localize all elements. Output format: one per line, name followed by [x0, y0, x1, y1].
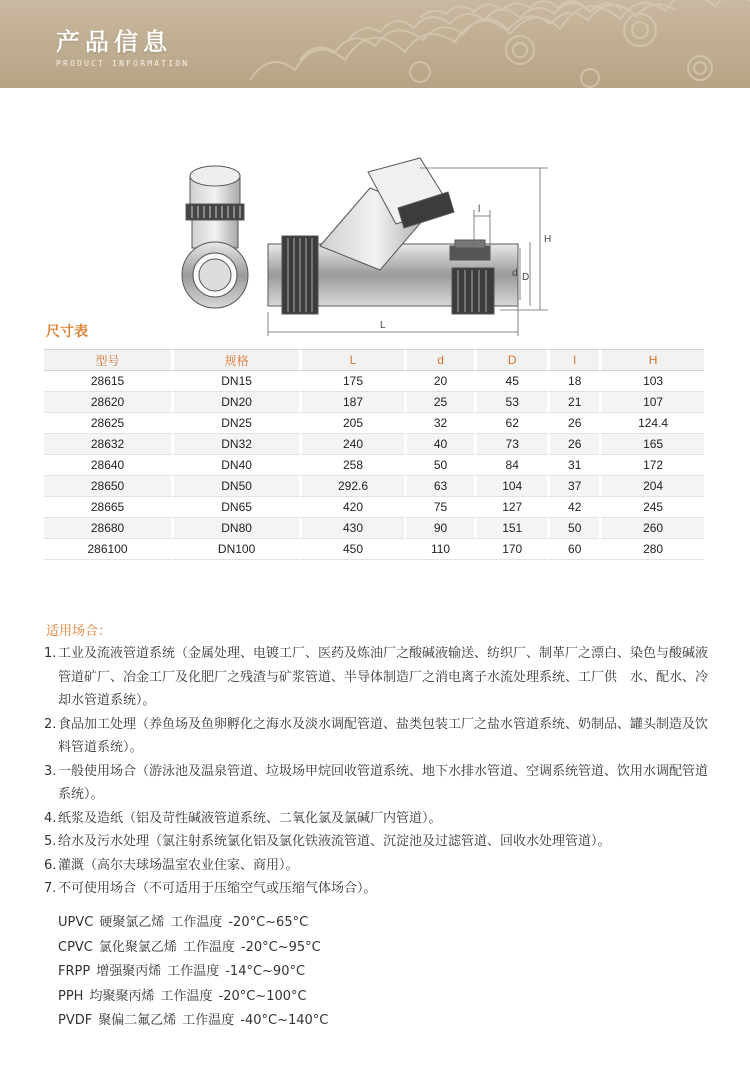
table-cell: 53 [474, 392, 547, 413]
material-name: 聚偏二氟乙烯 [98, 1013, 177, 1028]
list-item-text: 食品加工处理（养鱼场及鱼卵孵化之海水及淡水调配管道、盐类包装工厂之盐水管道系统、奶制品、罐头制造及饮料管道系统）。 [58, 716, 709, 755]
applications-title: 适用场合： [46, 624, 112, 639]
col-header-H: H [599, 349, 704, 371]
temp-range: -20°C~65°C [228, 915, 309, 930]
table-cell: 127 [474, 497, 547, 518]
list-item [44, 830, 716, 854]
table-row [44, 518, 704, 539]
list-item-number: 4. [44, 810, 57, 826]
table-cell: 25 [404, 392, 474, 413]
table-cell: DN100 [171, 539, 299, 560]
list-item-text: 给水及污水处理（氯注射系统氯化铝及氯化铁液流管道、沉淀池及过滤管道、回收水处理管道）。 [58, 834, 611, 849]
list-item-number: 3. [44, 763, 57, 779]
temp-range: -20°C~100°C [218, 988, 307, 1004]
table-cell: 28615 [44, 371, 171, 392]
table-cell: DN15 [171, 371, 299, 392]
table-cell: 260 [599, 518, 704, 539]
temp-label: 工作温度 [182, 939, 235, 955]
table-cell: 26 [547, 434, 599, 455]
material-code: UPVC [58, 915, 94, 930]
material-code: PVDF [58, 1013, 93, 1028]
material-code: CPVC [58, 939, 93, 955]
table-row [44, 455, 704, 476]
col-header-L: L [299, 349, 404, 371]
col-header-D: D [474, 349, 547, 371]
table-row [44, 497, 704, 518]
list-item-number: 7. [44, 881, 57, 896]
table-cell: 50 [404, 455, 474, 476]
table-cell: 28650 [44, 476, 171, 497]
table-cell: 60 [547, 539, 599, 560]
material-row [58, 1009, 658, 1034]
table-row [44, 413, 704, 434]
table-row [44, 539, 704, 560]
table-row [44, 392, 704, 413]
table-row [44, 371, 704, 392]
table-cell: 28640 [44, 455, 171, 476]
table-cell: 107 [599, 392, 704, 413]
table-cell: 204 [599, 476, 704, 497]
material-name: 均聚聚丙烯 [89, 988, 155, 1004]
table-cell: 63 [404, 476, 474, 497]
table-cell: 20 [404, 371, 474, 392]
dim-label-H: H [544, 234, 552, 245]
col-header-l: l [547, 349, 599, 371]
table-cell: 18 [547, 371, 599, 392]
list-item [44, 854, 716, 878]
page-title: 产品信息 [56, 28, 172, 56]
dim-label-D: D [522, 272, 530, 283]
col-header-spec: 规格 [171, 349, 299, 371]
page-subtitle: PRODUCT INFORMATION [56, 59, 190, 68]
front-view [268, 158, 518, 314]
dim-label-d: d [512, 268, 518, 279]
strainer-technical-drawing [0, 150, 750, 340]
temp-range: -20°C~95°C [240, 939, 321, 955]
table-cell: 286100 [44, 539, 171, 560]
table-cell: 45 [474, 371, 547, 392]
list-item-number: 6. [44, 857, 57, 873]
table-cell: DN20 [171, 392, 299, 413]
table-cell: 170 [474, 539, 547, 560]
table-cell: DN50 [171, 476, 299, 497]
list-item-text: 纸浆及造纸（铝及苛性碱液管道系统、二氧化氯及氯碱厂内管道）。 [58, 810, 442, 826]
material-name: 硬聚氯乙烯 [99, 915, 165, 930]
table-cell: 165 [599, 434, 704, 455]
table-cell: 84 [474, 455, 547, 476]
table-cell: 28680 [44, 518, 171, 539]
table-cell: 172 [599, 455, 704, 476]
table-cell: 104 [474, 476, 547, 497]
list-item-text: 灌溉（高尔夫球场温室农业住家、商用）。 [58, 857, 299, 873]
applications-list [44, 642, 716, 901]
table-cell: DN25 [171, 413, 299, 434]
list-item-number: 1. [44, 646, 57, 661]
material-row [58, 936, 658, 961]
table-cell: 28632 [44, 434, 171, 455]
table-cell: 175 [299, 371, 404, 392]
list-item [44, 877, 716, 901]
dimension-table-title: 尺寸表 [46, 324, 88, 340]
col-header-model: 型号 [44, 349, 171, 371]
table-cell: 28625 [44, 413, 171, 434]
temp-range: -14°C~90°C [225, 964, 306, 979]
table-cell: 26 [547, 413, 599, 434]
table-cell: 258 [299, 455, 404, 476]
table-cell: 28665 [44, 497, 171, 518]
table-cell: 40 [404, 434, 474, 455]
table-cell: 450 [299, 539, 404, 560]
table-cell: 292.6 [299, 476, 404, 497]
table-cell: 151 [474, 518, 547, 539]
table-cell: 32 [404, 413, 474, 434]
list-item-text: 一般使用场合（游泳池及温泉管道、垃圾场甲烷回收管道系统、地下水排水管道、空调系统管道、饮用水调配管道系统）。 [58, 763, 709, 802]
table-cell: DN40 [171, 455, 299, 476]
table-cell: DN80 [171, 518, 299, 539]
table-cell: 50 [547, 518, 599, 539]
table-cell: 28620 [44, 392, 171, 413]
table-cell: 240 [299, 434, 404, 455]
table-cell: 430 [299, 518, 404, 539]
table-cell: 62 [474, 413, 547, 434]
list-item-number: 5. [44, 834, 57, 849]
table-cell: 280 [599, 539, 704, 560]
material-row [58, 911, 658, 936]
header-banner [0, 0, 750, 88]
table-cell: 90 [404, 518, 474, 539]
table-cell: 75 [404, 497, 474, 518]
dimension-table [44, 349, 704, 560]
table-row [44, 476, 704, 497]
dim-label-L: L [380, 320, 386, 331]
table-header-row [44, 349, 704, 371]
table-cell: 73 [474, 434, 547, 455]
material-name: 氯化聚氯乙烯 [98, 939, 177, 955]
side-view [182, 166, 248, 308]
temp-label: 工作温度 [182, 1013, 235, 1028]
list-item [44, 713, 716, 760]
temp-label: 工作温度 [167, 964, 220, 979]
list-item [44, 760, 716, 807]
list-item-text: 工业及流液管道系统（金属处理、电镀工厂、医药及炼油厂之酸碱液输送、纺织厂、制革厂之漂白、染色与酸碱液管道矿厂、冶金工厂及化肥厂之残渣与矿浆管道、半导体制造厂之消电离子水流处理系统、工厂供 水、配水、冷却水管道系统）。 [58, 646, 709, 708]
table-cell: 420 [299, 497, 404, 518]
dim-label-l: l [478, 204, 481, 215]
table-cell: 42 [547, 497, 599, 518]
table-cell: DN32 [171, 434, 299, 455]
material-code: FRPP [58, 964, 91, 979]
table-cell: 205 [299, 413, 404, 434]
material-row [58, 960, 658, 985]
table-cell: 31 [547, 455, 599, 476]
list-item-number: 2. [44, 716, 57, 732]
table-cell: 187 [299, 392, 404, 413]
material-code: PPH [58, 988, 84, 1004]
materials-list [58, 911, 658, 1034]
table-cell: 110 [404, 539, 474, 560]
material-name: 增强聚丙烯 [96, 964, 162, 979]
table-cell: 124.4 [599, 413, 704, 434]
table-cell: 245 [599, 497, 704, 518]
list-item [44, 642, 716, 713]
temp-range: -40°C~140°C [240, 1013, 329, 1028]
table-cell: 103 [599, 371, 704, 392]
temp-label: 工作温度 [170, 915, 223, 930]
table-cell: 37 [547, 476, 599, 497]
col-header-d: d [404, 349, 474, 371]
table-cell: DN65 [171, 497, 299, 518]
material-row [58, 985, 658, 1010]
table-cell: 21 [547, 392, 599, 413]
list-item-text: 不可使用场合（不可适用于压缩空气或压缩气体场合）。 [58, 881, 377, 896]
list-item [44, 807, 716, 831]
temp-label: 工作温度 [160, 988, 213, 1004]
table-row [44, 434, 704, 455]
